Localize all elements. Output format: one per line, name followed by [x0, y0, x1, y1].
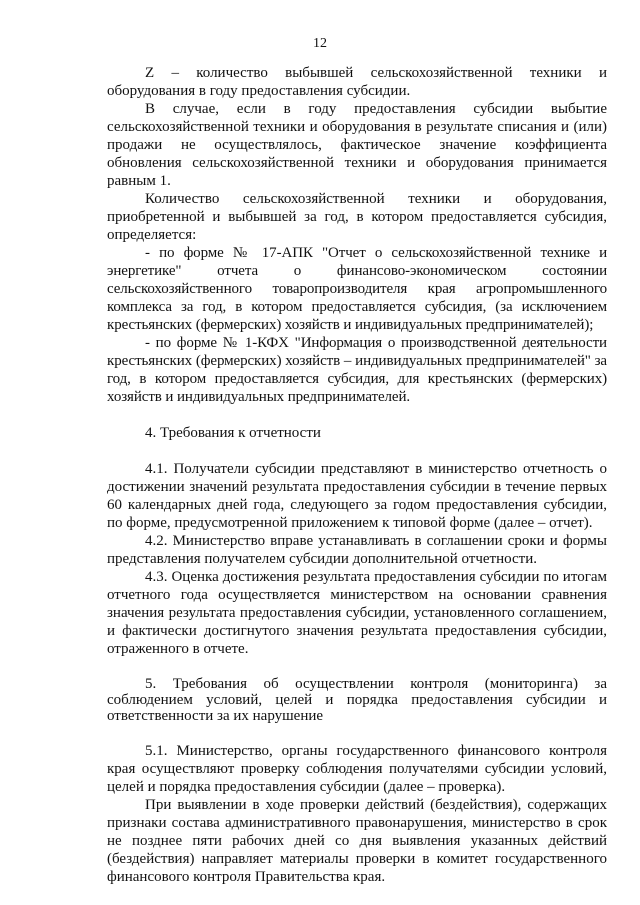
spacer	[107, 724, 607, 742]
spacer	[107, 406, 607, 424]
paragraph-5-1: 5.1. Министерство, органы государственного финансового контроля края осуществляют проверку соблюдения получателями субсидии условий, целей и порядка предоставления субсидии (далее – проверка).	[107, 743, 607, 795]
paragraph-no-disposal: В случае, если в году предоставления субсидии выбытие сельскохозяйственной техники и оборудования в результате списания и (или) продажи не осуществлялось, фактическое значение коэффициента обновления сельскохозяйственной техники и оборудования принимается равным 1.	[107, 101, 607, 189]
paragraph-4-2: 4.2. Министерство вправе устанавливать в соглашении сроки и формы представления получателем субсидии дополнительной отчетности.	[107, 533, 607, 567]
section-5-heading: 5. Требования об осуществлении контроля (мониторинга) за соблюдением условий, целей и порядка предоставления субсидии и ответственности за их нарушение	[107, 676, 607, 724]
paragraph-form-1-kfh: - по форме № 1-КФХ "Информация о производственной деятельности крестьянских (фермерских) хозяйств – индивидуальных предпринимателей" за год, в котором предоставляется субсидия, для крестьянских (фермерских) хозяйств и индивидуальных предпринимателей.	[107, 335, 607, 405]
paragraph-quantity-determined: Количество сельскохозяйственной техники и оборудования, приобретенной и выбывшей за год, в котором предоставляется субсидия, определяется:	[107, 191, 607, 243]
paragraph-violation-detection: При выявлении в ходе проверки действий (бездействия), содержащих признаки состава административного правонарушения, министерство в срок не позднее пяти рабочих дней со дня выявления указанных действий (бездействия) направляет материалы проверки в комитет государственного финансового контроля Правительства края.	[107, 797, 607, 885]
paragraph-4-3: 4.3. Оценка достижения результата предоставления субсидии по итогам отчетного года осуществляется министерством на основании сравнения значения результата предоставления субсидии, установленного соглашением, и фактически достигнутого значения результата предоставления субсидии, отраженного в отчете.	[107, 569, 607, 657]
spacer	[107, 442, 607, 460]
document-body	[107, 64, 607, 886]
paragraph-form-17-apk: - по форме № 17-АПК "Отчет о сельскохозяйственной технике и энергетике" отчета о финансово-экономическом состоянии сельскохозяйственного товаропроизводителя края агропромышленного комплекса за год, в котором предоставляется субсидия, (за исключением крестьянских (фермерских) хозяйств и индивидуальных предпринимателей);	[107, 245, 607, 333]
page-number: 12	[313, 36, 327, 51]
paragraph-4-1: 4.1. Получатели субсидии представляют в министерство отчетность о достижении значений результата предоставления субсидии в течение первых 60 календарных дней года, следующего за годом предоставления субсидии, по форме, предусмотренной приложением к типовой форме (далее – отчет).	[107, 461, 607, 531]
spacer	[107, 658, 607, 676]
paragraph-z-definition: Z – количество выбывшей сельскохозяйственной техники и оборудования в году предоставления субсидии.	[107, 65, 607, 99]
section-4-heading: 4. Требования к отчетности	[145, 425, 321, 441]
